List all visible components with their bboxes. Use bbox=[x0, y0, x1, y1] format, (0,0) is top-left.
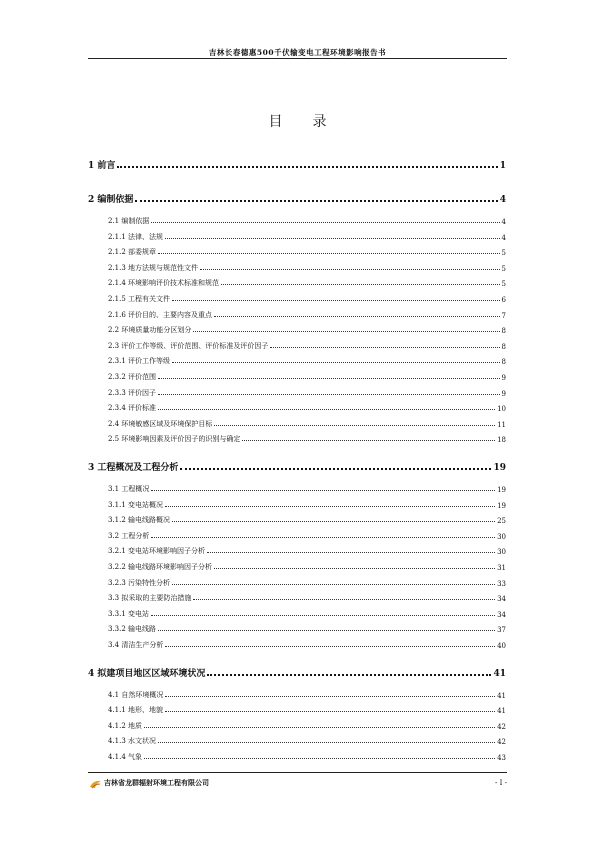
toc-entry-page: 6 bbox=[501, 296, 506, 304]
toc-entry-page: 7 bbox=[501, 311, 506, 320]
toc-entry-label: 3 工程概况及工程分析 bbox=[88, 463, 179, 473]
toc-entry-page: 19 bbox=[497, 486, 506, 494]
toc-entry-page: 34 bbox=[497, 595, 506, 604]
toc-entry-label: 2.3.4 评价标准 bbox=[108, 404, 157, 413]
toc-entry-page: 40 bbox=[497, 642, 506, 650]
toc-entry-label: 2 编制依据 bbox=[88, 195, 134, 205]
toc-entry-label: 1 前言 bbox=[88, 161, 116, 171]
toc-leader-dots bbox=[172, 584, 495, 585]
toc-entry-label: 4 拟建项目地区区域环境状况 bbox=[88, 668, 206, 679]
toc-entry-label: 3.1 工程概况 bbox=[108, 485, 150, 493]
toc-section-entry[interactable] bbox=[108, 434, 506, 444]
toc-entry-label: 4.1.2 地质 bbox=[108, 721, 143, 730]
toc-leader-dots bbox=[172, 521, 495, 522]
toc-entry-page: 10 bbox=[497, 405, 506, 414]
toc-leader-dots bbox=[165, 711, 495, 712]
toc-entry-label: 2.1.3 地方法规与规范性文件 bbox=[108, 263, 199, 272]
toc-entry-label: 2.3.3 评价因子 bbox=[108, 388, 157, 397]
toc-section-entry[interactable] bbox=[108, 325, 506, 335]
toc-entry-page: 41 bbox=[497, 691, 506, 700]
header-title: 吉林长春德惠500千伏输变电工程环境影响报告书 bbox=[208, 48, 387, 57]
toc-leader-dots bbox=[242, 440, 495, 441]
toc-section-entry[interactable] bbox=[108, 500, 506, 510]
toc-entry-label: 2.3.2 评价范围 bbox=[108, 373, 157, 381]
toc-leader-dots bbox=[200, 269, 499, 270]
toc-entry-label: 2.5 环境影响因素及评价因子的识别与确定 bbox=[108, 435, 241, 444]
toc-leader-dots bbox=[193, 599, 495, 600]
footer-page-number: - I - bbox=[495, 779, 507, 787]
toc-section-entry[interactable] bbox=[108, 388, 506, 398]
toc-entry-page: 4 bbox=[501, 218, 506, 226]
toc-leader-dots bbox=[151, 537, 495, 538]
toc-section-entry[interactable] bbox=[108, 216, 506, 226]
toc-section-entry[interactable] bbox=[108, 232, 506, 242]
toc-leader-dots bbox=[158, 742, 495, 743]
toc-entry-label: 2.4 环境敏感区域及环境保护目标 bbox=[108, 419, 213, 428]
toc-section-entry[interactable] bbox=[108, 263, 506, 273]
toc-entry-page: 33 bbox=[497, 579, 506, 588]
toc-entry-label: 3.1.2 输电线路概况 bbox=[108, 516, 171, 525]
toc-section-entry[interactable] bbox=[108, 624, 506, 634]
toc-section-entry[interactable] bbox=[108, 278, 506, 288]
toc-entry-label: 2.1.6 评价目的、主要内容及重点 bbox=[108, 310, 213, 319]
toc-section-entry[interactable] bbox=[108, 294, 506, 304]
toc-entry-label: 3.1.1 变电站概况 bbox=[108, 500, 164, 509]
toc-entry-label: 3.2.3 污染特性分析 bbox=[108, 578, 171, 587]
toc-section-entry[interactable] bbox=[108, 609, 506, 619]
toc-leader-dots bbox=[180, 468, 491, 470]
toc-section-entry[interactable] bbox=[108, 721, 506, 731]
toc-entry-page: 43 bbox=[497, 754, 506, 762]
toc-entry-page: 9 bbox=[501, 374, 506, 382]
toc-leader-dots bbox=[151, 222, 499, 223]
page-header bbox=[88, 40, 507, 59]
toc-section-entry[interactable] bbox=[108, 403, 506, 413]
toc-entry-page: 37 bbox=[497, 626, 506, 635]
toc-entry-page: 8 bbox=[501, 327, 506, 336]
toc-section-entry[interactable] bbox=[108, 578, 506, 588]
toc-section-entry[interactable] bbox=[108, 705, 506, 715]
toc-leader-dots bbox=[172, 300, 499, 301]
toc-section-entry[interactable] bbox=[108, 546, 506, 556]
toc-entry-label: 3.3.1 变电站 bbox=[108, 609, 150, 618]
toc-leader-dots bbox=[214, 425, 495, 426]
toc-entry-page: 1 bbox=[499, 161, 506, 171]
toc-entry-label: 4.1.4 气象 bbox=[108, 753, 143, 761]
toc-entry-label: 3.4 清洁生产分析 bbox=[108, 641, 164, 649]
toc-entry-page: 41 bbox=[497, 707, 506, 716]
toc-entry-label: 2.2 环境质量功能分区划分 bbox=[108, 326, 192, 335]
toc-leader-dots bbox=[270, 347, 499, 348]
toc-entry-page: 25 bbox=[497, 517, 506, 526]
toc-leader-dots bbox=[193, 331, 499, 332]
toc-leader-dots bbox=[158, 378, 499, 379]
toc-leader-dots bbox=[158, 630, 495, 631]
toc-leader-dots bbox=[207, 674, 491, 676]
toc-leader-dots bbox=[172, 362, 499, 363]
toc-entry-label: 2.3 评价工作等级、评价范围、评价标准及评价因子 bbox=[108, 341, 269, 350]
toc-leader-dots bbox=[214, 316, 499, 317]
toc-section-entry[interactable] bbox=[108, 752, 506, 762]
toc-entry-page: 30 bbox=[497, 548, 506, 557]
toc-leader-dots bbox=[144, 758, 495, 759]
toc-entry-page: 9 bbox=[501, 389, 506, 398]
toc-entry-label: 3.2.2 输电线路环境影响因子分析 bbox=[108, 563, 213, 571]
toc-leader-dots bbox=[207, 552, 495, 553]
toc-entry-page: 4 bbox=[499, 195, 506, 205]
toc-entry-label: 4.1.3 水文状况 bbox=[108, 737, 157, 746]
toc-entry-page: 4 bbox=[501, 233, 506, 242]
toc-leader-dots bbox=[165, 696, 495, 697]
toc-leader-dots bbox=[158, 394, 499, 395]
toc-leader-dots bbox=[151, 615, 495, 616]
toc-entry-label: 4.1 自然环境概况 bbox=[108, 690, 164, 699]
toc-chapter-entry[interactable] bbox=[88, 158, 506, 171]
toc-entry-label: 2.1.5 工程有关文件 bbox=[108, 295, 171, 303]
toc-section-entry[interactable] bbox=[108, 515, 506, 525]
toc-chapter-entry[interactable] bbox=[88, 460, 506, 473]
toc-entry-label: 4.1.1 地形、地貌 bbox=[108, 706, 164, 715]
toc-entry-label: 3.2.1 变电站环境影响因子分析 bbox=[108, 547, 206, 556]
toc-entry-label: 2.1.4 环境影响评价技术标准和规范 bbox=[108, 279, 220, 288]
toc-entry-page: 41 bbox=[493, 668, 506, 679]
toc-entry-page: 5 bbox=[501, 264, 506, 273]
toc-entry-page: 18 bbox=[497, 436, 506, 445]
toc-section-entry[interactable] bbox=[108, 531, 506, 541]
toc-leader-dots bbox=[165, 646, 495, 647]
toc-entry-page: 5 bbox=[501, 280, 506, 289]
toc-chapter-entry[interactable] bbox=[88, 666, 506, 679]
toc-entry-page: 34 bbox=[497, 610, 506, 619]
toc-entry-page: 8 bbox=[501, 342, 506, 351]
toc-leader-dots bbox=[214, 568, 495, 569]
toc-entry-page: 19 bbox=[497, 501, 506, 510]
toc-section-entry[interactable] bbox=[108, 690, 506, 700]
toc-leader-dots bbox=[221, 284, 499, 285]
toc-entry-label: 2.3.1 评价工作等级 bbox=[108, 357, 171, 366]
toc-section-entry[interactable] bbox=[108, 562, 506, 572]
toc-chapter-entry[interactable] bbox=[88, 192, 506, 205]
toc-leader-dots bbox=[117, 166, 497, 168]
toc-leader-dots bbox=[165, 506, 495, 507]
toc-entry-label: 3.2 工程分析 bbox=[108, 531, 150, 540]
toc-entry-label: 3.3 拟采取的主要防治措施 bbox=[108, 594, 192, 603]
toc-leader-dots bbox=[158, 253, 499, 254]
toc-entry-page: 31 bbox=[497, 564, 506, 572]
toc-section-entry[interactable] bbox=[108, 484, 506, 494]
toc-entry-page: 30 bbox=[497, 532, 506, 541]
toc-section-entry[interactable] bbox=[108, 356, 506, 366]
toc-section-entry[interactable] bbox=[108, 310, 506, 320]
toc-section-entry[interactable] bbox=[108, 372, 506, 382]
toc-section-entry[interactable] bbox=[108, 593, 506, 603]
toc-entry-label: 2.1 编制依据 bbox=[108, 217, 150, 225]
toc-section-entry[interactable] bbox=[108, 736, 506, 746]
toc-entry-page: 19 bbox=[493, 463, 506, 473]
toc-section-entry[interactable] bbox=[108, 419, 506, 429]
footer-company: 吉林省龙群辐射环境工程有限公司 bbox=[104, 778, 209, 787]
toc-leader-dots bbox=[135, 200, 497, 202]
toc-leader-dots bbox=[165, 238, 499, 239]
toc-leader-dots bbox=[151, 490, 495, 491]
toc-section-entry[interactable] bbox=[108, 640, 506, 650]
toc-entry-page: 11 bbox=[497, 420, 506, 429]
company-logo-icon bbox=[89, 779, 102, 789]
toc-leader-dots bbox=[144, 727, 495, 728]
toc-entry-label: 2.1.2 部委规章 bbox=[108, 248, 157, 257]
toc-entry-page: 5 bbox=[501, 249, 506, 258]
toc-entry-page: 42 bbox=[497, 722, 506, 731]
page-title: 目录 bbox=[268, 114, 357, 130]
toc-entry-label: 3.3.2 输电线路 bbox=[108, 625, 157, 634]
toc-section-entry[interactable] bbox=[108, 247, 506, 257]
toc-section-entry[interactable] bbox=[108, 341, 506, 351]
toc-entry-page: 42 bbox=[497, 738, 506, 747]
toc-entry-page: 8 bbox=[501, 358, 506, 367]
toc-entry-label: 2.1.1 法律、法规 bbox=[108, 232, 164, 241]
toc-leader-dots bbox=[158, 409, 495, 410]
footer-divider bbox=[88, 772, 507, 773]
